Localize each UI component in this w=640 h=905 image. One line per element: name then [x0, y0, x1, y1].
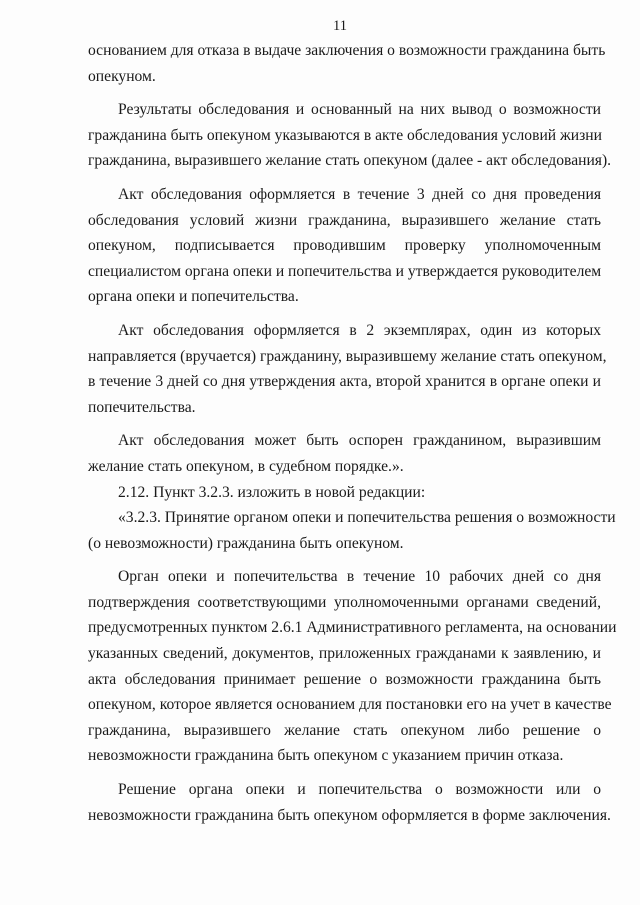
text-line: Орган опеки и попечительства в течение 10 рабочих дней со дня — [118, 568, 601, 586]
text-line: (о невозможности) гражданина быть опекуном. — [88, 534, 404, 552]
text-line: гражданина, выразившего желание стать опекуном либо решение о — [88, 721, 601, 739]
text-line: органа опеки и попечительства. — [88, 288, 299, 306]
text-line: «3.2.3. Принятие органом опеки и попечительства решения о возможности — [118, 509, 616, 527]
text-line: невозможности гражданина быть опекуном оформляется в форме заключения. — [88, 806, 611, 824]
text-line: указанных сведений, документов, приложенных гражданами к заявлению, и — [88, 645, 601, 663]
text-line: акта обследования принимает решение о возможности гражданина быть — [88, 670, 601, 688]
text-line: подтверждения соответствующими уполномоченными органами сведений, — [88, 593, 601, 611]
text-line: специалистом органа опеки и попечительства и утверждается руководителем — [88, 262, 602, 280]
text-line: Решение органа опеки и попечительства о возможности или о — [118, 781, 601, 799]
text-line: желание стать опекуном, в судебном порядке.». — [88, 457, 404, 475]
text-line: гражданина, выразившего желание стать опекуном (далее - акт обследования). — [88, 152, 612, 170]
text-line: основанием для отказа в выдаче заключения о возможности гражданина быть — [88, 42, 606, 59]
text-line: гражданина быть опекуном указываются в акте обследования условий жизни — [88, 126, 602, 144]
text-line: предусмотренных пунктом 2.6.1 Административного регламента, на основании — [88, 619, 617, 637]
text-line: невозможности гражданина быть опекуном с указанием причин отказа. — [88, 747, 564, 765]
text-line: Акт обследования оформляется в течение 3 дней со дня проведения — [118, 185, 601, 203]
text-line: направляется (вручается) гражданину, выразившему желание стать опекуном, — [88, 347, 607, 365]
text-line: опекуном. — [88, 67, 156, 85]
text-line: в течение 3 дней со дня утверждения акта, второй хранится в органе опеки и — [88, 373, 601, 391]
text-line: Результаты обследования и основанный на них вывод о возможности — [118, 101, 601, 119]
text-line: попечительства. — [88, 398, 196, 416]
text-line: обследования условий жизни гражданина, выразившего желание стать — [88, 211, 601, 229]
text-line: 2.12. Пункт 3.2.3. изложить в новой редакции: — [118, 483, 426, 501]
text-line: Акт обследования оформляется в 2 экземплярах, один из которых — [118, 321, 601, 339]
page-number: 11 — [333, 18, 347, 34]
text-line: Акт обследования может быть оспорен гражданином, выразившим — [118, 432, 601, 450]
document-body — [88, 38, 617, 828]
text-line: опекуном, которое является основанием для постановки его на учет в качестве — [88, 696, 612, 714]
text-line: опекуном, подписывается проводившим проверку уполномоченным — [88, 237, 601, 255]
